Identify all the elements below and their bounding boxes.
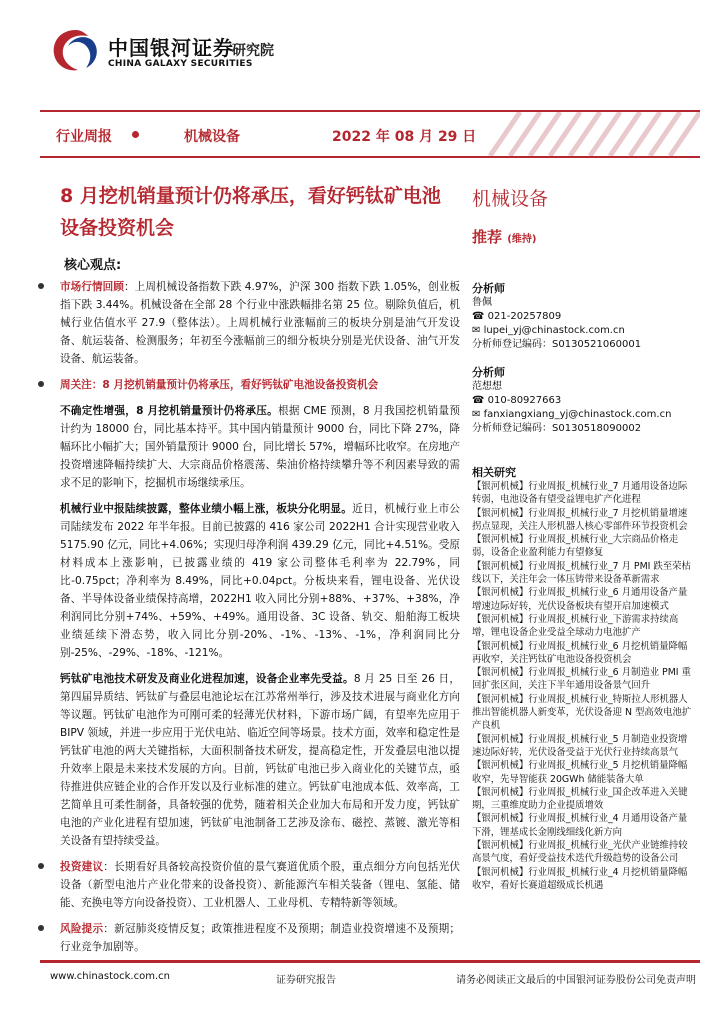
weekly-focus-head: 周关注：8 月挖机销量预计仍将承压，看好钙钛矿电池设备投资机会: [60, 379, 379, 391]
side-sector: 机械设备: [472, 188, 549, 210]
market-review-text: ：上周机械设备指数下跌 4.97%，沪深 300 指数下跌 1.05%，创业板指下跌 3.44%。机械设备在全部 28 个行业中涨跌幅排名第 25 位。剔除负值后，机械行业估值水平 27.9（整体法）。上周机械行业涨幅前三的板块分别是油气开发设备、航运装备、检测服务；年初至今涨幅前三的细分板块分别是光伏设备、油气开发设备、航运装备。: [60, 281, 461, 365]
related-item[interactable]: 【银河机械】行业周报_机械行业_5 月挖机销量降幅收窄，先导智能获 20GWh 储能装备大单: [472, 760, 688, 785]
report-type: 行业周报: [56, 129, 112, 145]
main-content: [60, 278, 460, 964]
galaxy-logo-icon: [48, 26, 104, 76]
related-research-title: 相关研究: [472, 466, 516, 479]
report-date: 2022 年 08 月 29 日: [332, 129, 477, 145]
footer-center: 证券研究报告: [276, 975, 336, 986]
related-item[interactable]: 【银河机械】行业周报_机械行业_7 月通用设备边际转弱，电池设备有望受益锂电扩产化进程: [472, 481, 688, 506]
rating-note: (维持): [507, 234, 537, 245]
perovskite-head: 钙钛矿电池技术研发及商业化进程加速，设备企业率先受益。: [60, 673, 354, 685]
perovskite-para: [60, 670, 460, 850]
related-item[interactable]: 【银河机械】行业周报_机械行业_特斯拉人形机器人推出智能机器人新变革，光伏设备迎 N 型高效电池扩产良机: [472, 693, 692, 732]
interim-head: 机械行业中报陆续披露，整体业绩小幅上涨，板块分化明显。: [60, 503, 353, 515]
logo-en-name: CHINA GALAXY SECURITIES: [108, 59, 253, 69]
analyst-cert: 分析师登记编码：S0130521060001: [472, 339, 642, 350]
related-item[interactable]: 【银河机械】行业周报_机械行业_6 月制造业 PMI 重回扩张区间，关注下半年通用设备景气回升: [472, 667, 691, 692]
investment-text: ：长期看好具备较高投资价值的景气赛道优质个股，重点细分方向包括光伏设备（新型电池片产业化带来的设备投资）、新能源汽车相关装备（锂电、氢能、储能、充换电等方向设备投资）、工业机器人、工业母机、专精特新等领域。: [60, 861, 461, 909]
phone-icon: ☎: [472, 311, 488, 322]
interim-text: 近日，机械行业上市公司陆续发布 2022 年半年报。目前已披露的 416 家公司 2022H1 合计实现营业收入 5175.90 亿元，同比+4.06%；实现归母净利润 439.29 亿元，同比+4.51%。受原材料成本上涨影响，已披露业绩的 419 家公司整体毛利率为 22.79%，同比-0.75pct；净利率为 8.49%，同比+0.04pct。分板块来看，锂电设备、光伏设备、半导体设备业绩保持高增，2022H1 收入同比分别+88%、+37%、+38%，净利润同比分别+74%、+59%、+49%。通用设备、3C 设备、轨交、船舶海工板块业绩延续下滑态势，收入同比分别-20%、-1%、-13%、-1%，净利润同比分别-25%、-29%、-18%、-121%。: [60, 503, 461, 659]
logo-suffix: 研究院: [232, 43, 274, 59]
bullet-icon: [38, 381, 44, 387]
logo-cn-name: 中国银河证券: [108, 36, 234, 60]
rating: [472, 226, 536, 247]
dot-separator: [132, 131, 139, 138]
core-label: 核心观点:: [64, 258, 122, 273]
market-review: [60, 278, 460, 368]
related-item[interactable]: 【银河机械】行业周报_机械行业_5 月制造业投资增速边际好转，光伏设备受益于光伏行业持续高景气: [472, 733, 688, 758]
header-stripes: [480, 112, 700, 156]
perovskite-text: 8 月 25 日至 26 日，第四届异质结、钙钛矿与叠层电池论坛在江苏常州举行，涉及技术进展与商业化方向等议题。钙钛矿电池作为可刚可柔的轻薄光伏材料，下游市场广阔，有望率先应用于 BIPV 领域，并进一步应用于光伏电站、临近空间等场景。技术方面，效率和稳定性是钙钛矿电池的两大关键指标，大面积制备技术研发，提高稳定性，开发叠层电池以提升效率上限是未来技术发展的方向。目前，钙钛矿电池已步入商业化的关键节点，亟待推进供应链企业的合作开发以及行业标准的建立。钙钛矿电池成本低、效率高，工艺简单且可柔性制备，具备较强的优势，随着相关企业加大布局和开发力度，钙钛矿电池的产业化进程有望加速，钙钛矿电池制备工艺涉及涂布、磁控、蒸镀、激光等相关设备有望持续受益。: [60, 673, 460, 847]
analyst-title: 分析师: [472, 366, 505, 379]
interim-report-para: [60, 500, 460, 662]
related-item[interactable]: 【银河机械】行业周报_机械行业_4 月通用设备产量下滑，锂基成长金刚线细线化新方向: [472, 813, 688, 838]
phone-icon: ☎: [472, 395, 488, 406]
page-footer: [40, 960, 700, 986]
risk-warning: [60, 920, 460, 956]
bullet-icon: [38, 283, 44, 289]
related-item[interactable]: 【银河机械】行业周报_机械行业_下游需求持续高增，锂电设备企业受益全球动力电池扩产: [472, 613, 679, 639]
related-research-list: [472, 480, 694, 892]
bullet-icon: [38, 925, 44, 931]
report-header-band: [40, 110, 700, 158]
email-icon: ✉: [472, 325, 484, 336]
analyst-2: [472, 366, 671, 436]
analyst-title: 分析师: [472, 282, 505, 295]
related-item[interactable]: 【银河机械】行业周报_机械行业_4 月挖机销量降幅收窄，看好长赛道超级成长机遇: [472, 866, 688, 891]
bullet-icon: [38, 863, 44, 869]
related-item[interactable]: 【银河机械】行业周报_机械行业_6 月通用设备产量增速边际好转，光伏设备板块有望开启加速模式: [472, 587, 688, 612]
analyst-phone: 021-20257809: [487, 311, 562, 322]
company-logo: [48, 26, 288, 76]
weekly-focus: [60, 376, 460, 394]
analyst-cert: 分析师登记编码：S0130518090002: [472, 423, 642, 434]
analyst-1: [472, 282, 641, 352]
analyst-name: 鲁佩: [472, 297, 492, 308]
related-item[interactable]: 【银河机械】行业周报_机械行业_7 月 PMI 跌至荣枯线以下，关注年会一体压铸带来设备革新需求: [472, 560, 691, 586]
investment-advice: [60, 858, 460, 912]
excavator-text: 根据 CME 预测，8 月我国挖机销量预计约为 18000 台，同比基本持平。其中国内销量预计 9000 台，同比下降 27%，降幅环比小幅扩大；国外销量预计 9000 台，同比增长 57%，增幅环比收窄。在房地产投资增速降幅持续扩大、大宗商品价格震荡、柴油价格持续攀升等不利因素导致的需求不足的影响下，挖掘机市场继续承压。: [60, 405, 461, 489]
analyst-name: 范想想: [472, 381, 502, 392]
related-item[interactable]: 【银河机械】行业周报_机械行业_国企改革进入关键期，三重维度助力企业提质增效: [472, 786, 688, 812]
risk-text: ：新冠肺炎疫情反复；政策推进程度不及预期；制造业投资增速不及预期；行业竞争加剧等。: [60, 923, 461, 953]
related-item[interactable]: 【银河机械】行业周报_机械行业_大宗商品价格走弱，设备企业盈利能力有望修复: [472, 534, 679, 559]
market-review-head: 市场行情回顾: [60, 281, 124, 293]
footer-site[interactable]: www.chinastock.com.cn: [50, 971, 170, 982]
analyst-email[interactable]: lupei_yj@chinastock.com.cn: [483, 325, 625, 336]
related-item[interactable]: 【银河机械】行业周报_机械行业_光伏产业链维持较高景气度，看好受益技术迭代升级趋势的设备公司: [472, 840, 688, 865]
rating-label: 推荐: [472, 228, 503, 246]
header-sector: 机械设备: [184, 129, 240, 145]
footer-disclaimer: 请务必阅读正文最后的中国银河证券股份公司免责声明: [456, 975, 696, 986]
related-item[interactable]: 【银河机械】行业周报_机械行业_7 月挖机销量增速拐点显现，关注人形机器人核心零部件环节投资机会: [472, 507, 688, 532]
email-icon: ✉: [472, 409, 484, 420]
analyst-phone: 010-80927663: [487, 395, 562, 406]
analyst-email[interactable]: fanxiangxiang_yj@chinastock.com.cn: [483, 409, 672, 420]
excavator-para: [60, 402, 460, 492]
risk-head: 风险提示: [60, 923, 104, 935]
related-item[interactable]: 【银河机械】行业周报_机械行业_6 月挖机销量降幅再收窄，关注钙钛矿电池设备投资机会: [472, 640, 688, 665]
investment-head: 投资建议: [60, 861, 104, 873]
report-title: 8 月挖机销量预计仍将承压，看好钙钛矿电池设备投资机会: [60, 185, 441, 239]
excavator-head: 不确定性增强，8 月挖机销量预计仍将承压。: [60, 405, 278, 417]
